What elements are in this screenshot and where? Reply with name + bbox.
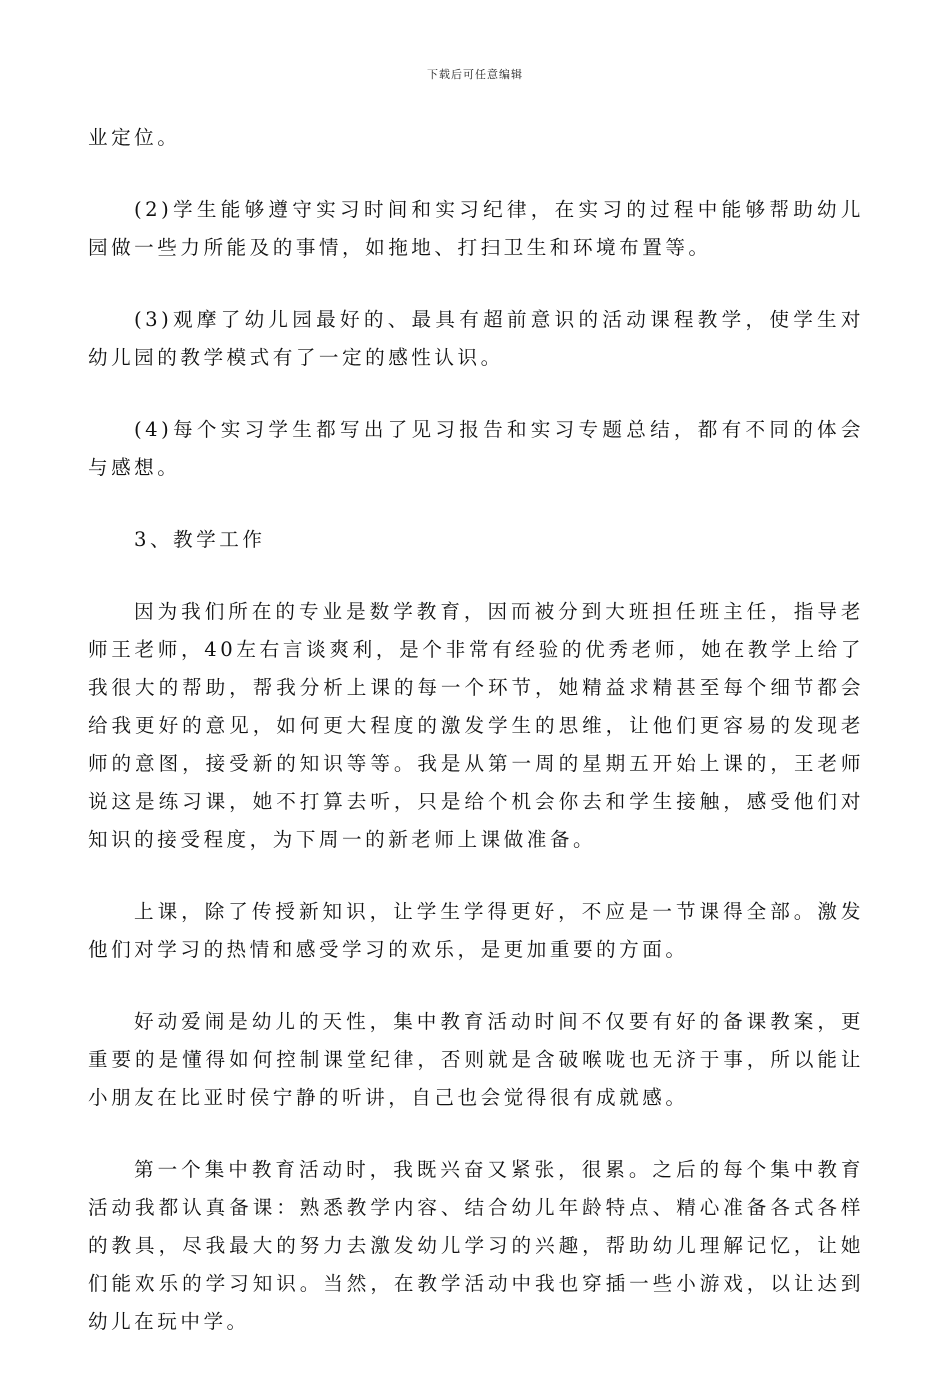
header-note: 下载后可任意编辑 — [427, 68, 523, 81]
paragraph-class-purpose: 上课，除了传授新知识，让学生学得更好，不应是一节课得全部。激发他们对学习的热情和感受学习的欢乐，是更加重要的方面。 — [88, 900, 864, 961]
paragraph-first-activity: 第一个集中教育活动时，我既兴奋又紧张，很累。之后的每个集中教育活动我都认真备课：熟悉教学内容、结合幼儿年龄特点、精心准备各式各样的教具，尽我最大的努力去激发幼儿学习的兴趣，帮助幼儿理解记忆，让她们能欢乐的学习知识。当然，在教学活动中我也穿插一些小游戏，以让达到幼儿在玩中学。 — [88, 1158, 864, 1333]
paragraph-item-3: (3)观摩了幼儿园最好的、最具有超前意识的活动课程教学，使学生对幼儿园的教学模式有了一定的感性认识。 — [88, 308, 864, 369]
paragraph-teaching-intro: 因为我们所在的专业是数学教育，因而被分到大班担任班主任，指导老师王老师，40左右言谈爽利，是个非常有经验的优秀老师，她在教学上给了我很大的帮助，帮我分析上课的每一个环节，她精益求精甚至每个细节都会给我更好的意见，如何更大程度的激发学生的思维，让他们更容易的发现老师的意图，接受新的知识等等。我是从第一周的星期五开始上课的，王老师说这是练习课，她不打算去听，只是给个机会你去和学生接触，感受他们对知识的接受程度，为下周一的新老师上课做准备。 — [88, 600, 864, 851]
paragraph-class-discipline: 好动爱闹是幼儿的天性，集中教育活动时间不仅要有好的备课教案，更重要的是懂得如何控制课堂纪律，否则就是含破喉咙也无济于事，所以能让小朋友在比亚时侯宁静的听讲，自己也会觉得很有成就感。 — [88, 1010, 864, 1109]
document-body — [88, 119, 864, 1375]
paragraph-continuation: 业定位。 — [88, 126, 181, 149]
section-heading: 3、教学工作 — [134, 528, 266, 551]
paragraph-item-4: (4)每个实习学生都写出了见习报告和实习专题总结，都有不同的体会与感想。 — [88, 418, 864, 479]
paragraph-item-2: (2)学生能够遵守实习时间和实习纪律，在实习的过程中能够帮助幼儿园做一些力所能及的事情，如拖地、打扫卫生和环境布置等。 — [88, 198, 864, 259]
